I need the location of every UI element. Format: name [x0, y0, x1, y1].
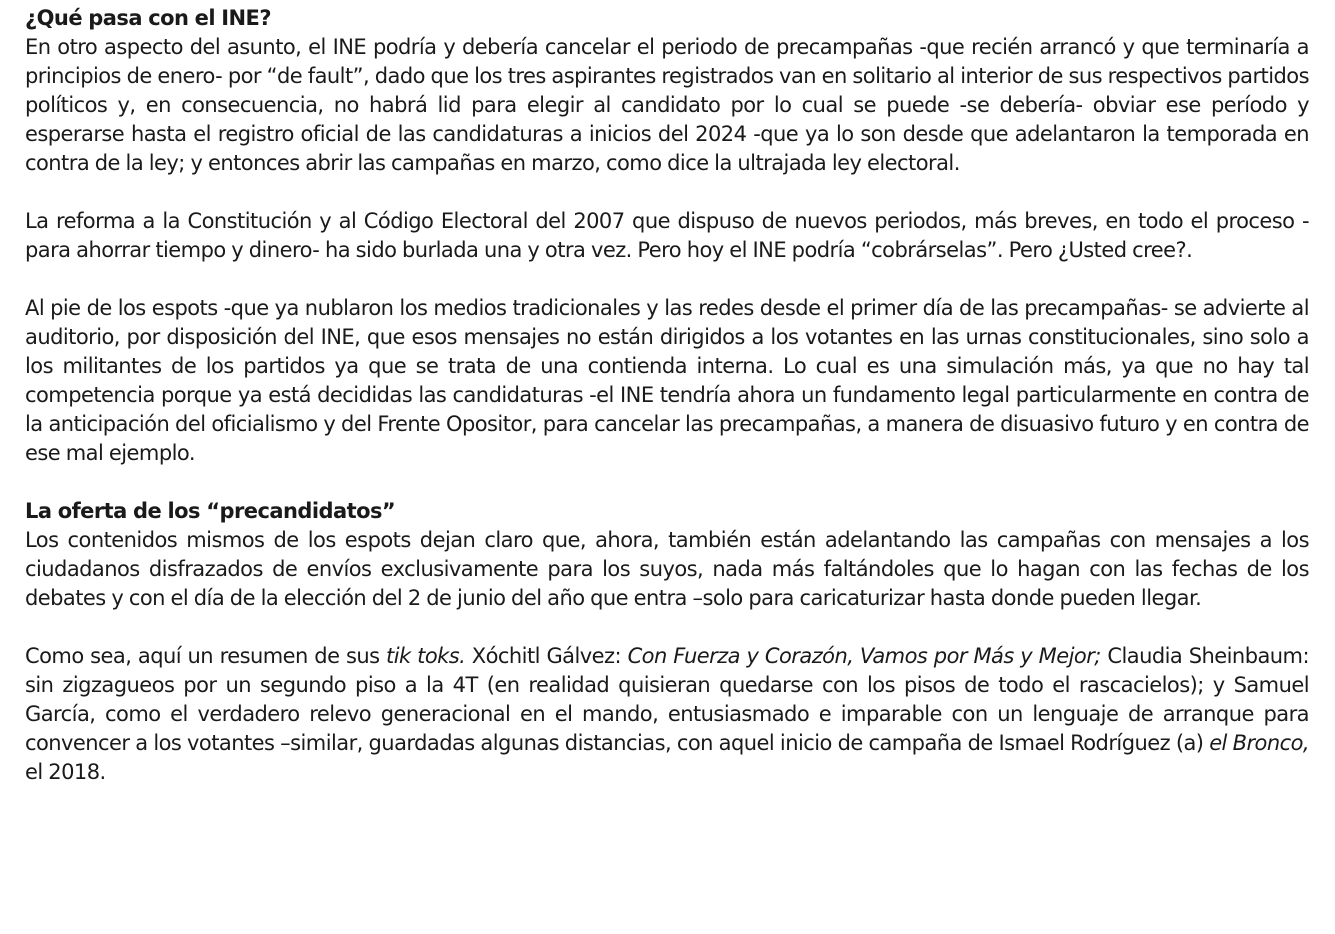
text-run: Claudia Sheinbaum: sin zigzagueos por un segundo piso a la 4T (en realidad quisieran quedarse con los pisos de todo el rascacielos); y Samuel García, como el verdadero relevo generacional en el mando, entusiasmado e imparable con un lenguaje de arranque para convencer a los votantes –similar, guardadas algunas distancias, con aquel inicio de campaña de Ismael Rodríguez (a)	[25, 644, 1309, 755]
article-body	[25, 4, 1309, 787]
paragraph: La reforma a la Constitución y al Código Electoral del 2007 que dispuso de nuevos periodos, más breves, en todo el proceso -para ahorrar tiempo y dinero- ha sido burlada una y otra vez. Pero hoy el INE podría “cobrárselas”. Pero ¿Usted cree?.	[25, 209, 1309, 262]
text-run: Xóchitl Gálvez:	[465, 644, 628, 668]
section-heading: ¿Qué pasa con el INE?	[25, 6, 271, 30]
italic-run: el Bronco,	[1209, 731, 1310, 755]
text-run: Como sea, aquí un resumen de sus	[25, 644, 387, 668]
paragraph: En otro aspecto del asunto, el INE podría y debería cancelar el periodo de precampañas -que recién arrancó y que terminaría a principios de enero- por “de fault”, dado que los tres aspirantes registrados van en solitario al interior de sus respectivos partidos políticos y, en consecuencia, no habrá lid para elegir al candidato por lo cual se puede -se debería- obviar ese período y esperarse hasta el registro oficial de las candidaturas a inicios del 2024 -que ya lo son desde que adelantaron la temporada en contra de la ley; y entonces abrir las campañas en marzo, como dice la ultrajada ley electoral.	[25, 35, 1309, 175]
paragraph: Los contenidos mismos de los espots dejan claro que, ahora, también están adelantando las campañas con mensajes a los ciudadanos disfrazados de envíos exclusivamente para los suyos, nada más faltándoles que lo hagan con las fechas de los debates y con el día de la elección del 2 de junio del año que entra –solo para caricaturizar hasta donde pueden llegar.	[25, 528, 1309, 610]
text-run: el 2018.	[25, 760, 106, 784]
italic-run: tik toks.	[386, 644, 466, 668]
paragraph-final	[25, 642, 1309, 787]
italic-run: Con Fuerza y Corazón, Vamos por Más y Mejor;	[627, 644, 1101, 668]
paragraph: Al pie de los espots -que ya nublaron los medios tradicionales y las redes desde el primer día de las precampañas- se advierte al auditorio, por disposición del INE, que esos mensajes no están dirigidos a los votantes en las urnas constitucionales, sino solo a los militantes de los partidos ya que se trata de una contienda interna. Lo cual es una simulación más, ya que no hay tal competencia porque ya está decididas las candidaturas -el INE tendría ahora un fundamento legal particularmente en contra de la anticipación del oficialismo y del Frente Opositor, para cancelar las precampañas, a manera de disuasivo futuro y en contra de ese mal ejemplo.	[25, 296, 1309, 465]
section-heading: La oferta de los “precandidatos”	[25, 499, 396, 523]
